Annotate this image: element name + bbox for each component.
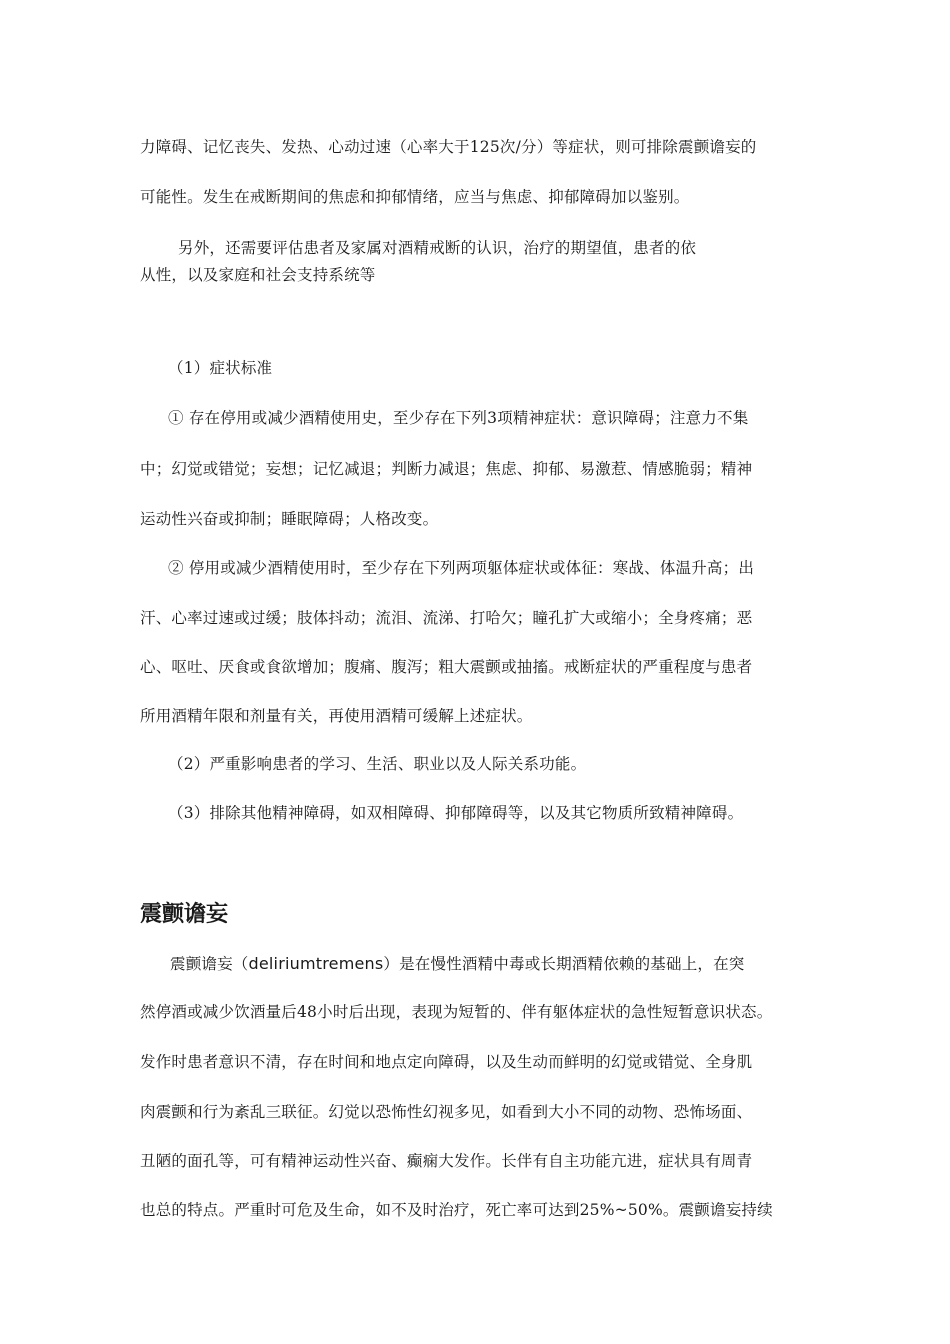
section-heading: 震颤谵妄 <box>140 902 229 927</box>
intro-line-4: 从性，以及家庭和社会支持系统等 <box>140 266 376 284</box>
section-line-4: 肉震颤和行为紊乱三联征。幻觉以恐怖性幻视多见，如看到大小不同的动物、恐怖场面、 <box>140 1103 753 1121</box>
criteria-item2-line-3: 心、呕吐、厌食或食欲增加；腹痛、腹泻；粗大震颤或抽搐。戒断症状的严重程度与患者 <box>140 658 753 676</box>
section-line-3: 发作时患者意识不清，存在时间和地点定向障碍，以及生动而鲜明的幻觉或错觉、全身肌 <box>140 1053 753 1071</box>
section-line-1-pre: 震颤谵妄（ <box>170 955 249 973</box>
intro-line-1: 力障碍、记忆丧失、发热、心动过速（心率大于125次/分）等症状，则可排除震颤谵妄的 <box>140 138 757 156</box>
criteria-item2-line-2: 汗、心率过速或过缓；肢体抖动；流泪、流涕、打哈欠；瞳孔扩大或缩小；全身疼痛；恶 <box>140 609 753 627</box>
section-line-2: 然停酒或减少饮酒量后48小时后出现，表现为短暂的、伴有躯体症状的急性短暂意识状态。 <box>140 1003 773 1021</box>
section-line-1 <box>170 952 745 974</box>
section-line-6: 也总的特点。严重时可危及生命，如不及时治疗，死亡率可达到25%~50%。震颤谵妄持续 <box>140 1201 773 1219</box>
criteria-item1-line-3: 运动性兴奋或抑制；睡眠障碍；人格改变。 <box>140 510 439 528</box>
exclusion-criterion: （3）排除其他精神障碍，如双相障碍、抑郁障碍等，以及其它物质所致精神障碍。 <box>168 804 744 822</box>
symptom-criteria-title: （1）症状标准 <box>168 359 273 377</box>
severity-criterion: （2）严重影响患者的学习、生活、职业以及人际关系功能。 <box>168 755 587 773</box>
criteria-item2-line-4: 所用酒精年限和剂量有关，再使用酒精可缓解上述症状。 <box>140 707 533 725</box>
section-line-5: 丑陋的面孔等，可有精神运动性兴奋、癫痫大发作。长伴有自主功能亢进，症状具有周青 <box>140 1152 753 1170</box>
criteria-item1-line-1: ① 存在停用或减少酒精使用史，至少存在下列3项精神症状：意识障碍；注意力不集 <box>168 409 749 427</box>
intro-line-3: 另外，还需要评估患者及家属对酒精戒断的认识，治疗的期望值，患者的依 <box>178 239 697 257</box>
term-delirium-tremens: deliriumtremens <box>248 954 384 973</box>
intro-line-2: 可能性。发生在戒断期间的焦虑和抑郁情绪，应当与焦虑、抑郁障碍加以鉴别。 <box>140 188 690 206</box>
section-line-1-post: ）是在慢性酒精中毒或长期酒精依赖的基础上，在突 <box>383 955 745 973</box>
criteria-item1-line-2: 中；幻觉或错觉；妄想；记忆减退；判断力减退；焦虑、抑郁、易激惹、情感脆弱；精神 <box>140 460 753 478</box>
criteria-item2-line-1: ② 停用或减少酒精使用时，至少存在下列两项躯体症状或体征：寒战、体温升高；出 <box>168 559 755 577</box>
